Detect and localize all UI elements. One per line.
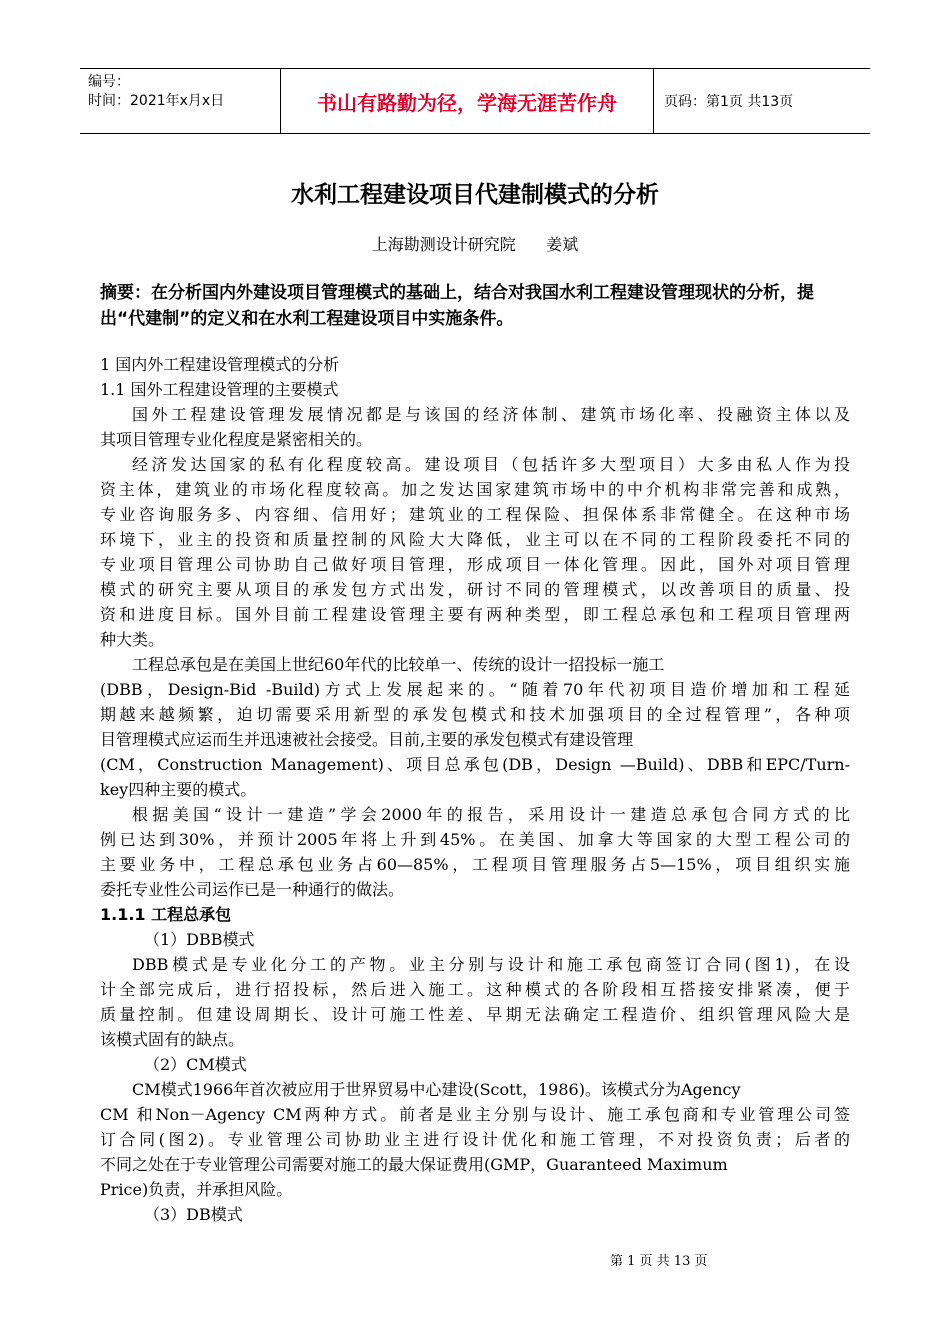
- body-line: 质量控制。但建设周期长、设计可施工性差、早期无法确定工程造价、组织管理风险大是: [100, 1005, 850, 1024]
- body-line: CM 和Non－Agency CM两种方式。前者是业主分别与设计、施工承包商和专业管理公司签: [100, 1105, 850, 1124]
- body-text: [100, 352, 850, 1227]
- body-line: 种大类。: [100, 630, 165, 649]
- body-line: 根据美国“设计一建造”学会2000年的报告，采用设计一建造总承包合同方式的比: [132, 805, 850, 824]
- number-label: 编号：: [88, 74, 130, 90]
- body-line: Price)负责，并承担风险。: [100, 1180, 293, 1199]
- header-page-cell: [654, 69, 870, 133]
- body-line: 专业项目管理公司协助自己做好项目管理，形成项目一体化管理。因此，国外对项目管理: [100, 555, 850, 574]
- body-line: 期越来越频繁，迫切需要采用新型的承发包模式和技术加强项目的全过程管理”，各种项: [100, 705, 850, 724]
- item-heading-cm: （2）CM模式: [144, 1055, 247, 1074]
- section-heading: 1 国内外工程建设管理模式的分析: [100, 355, 340, 374]
- subsection-heading: 1.1 国外工程建设管理的主要模式: [100, 380, 339, 399]
- header-table: [80, 68, 870, 134]
- body-line: 主要业务中，工程总承包业务占60—85%，工程项目管理服务占5—15%，项目组织实施: [100, 855, 850, 874]
- body-line: DBB模式是专业化分工的产物。业主分别与设计和施工承包商签订合同(图1)，在设: [132, 955, 850, 974]
- document-author: 上海勘测设计研究院 姜斌: [371, 235, 579, 254]
- page-footer: 第 1 页 共 13 页: [610, 1254, 708, 1269]
- header-left-cell: [80, 69, 280, 133]
- item-heading-db: （3）DB模式: [144, 1205, 243, 1224]
- body-line: 专业咨询服务多、内容细、信用好；建筑业的工程保险、担保体系非常健全。在这种市场: [100, 505, 850, 524]
- body-line: 计全部完成后，进行招投标，然后进入施工。这种模式的各阶段相互搭接安排紧凑，便于: [100, 980, 850, 999]
- body-line: 环境下，业主的投资和质量控制的风险大大降低，业主可以在不同的工程阶段委托不同的: [100, 530, 850, 549]
- document-title: 水利工程建设项目代建制模式的分析: [291, 182, 659, 208]
- body-line: 该模式固有的缺点。: [100, 1030, 245, 1049]
- body-line: 国外工程建设管理发展情况都是与该国的经济体制、建筑市场化率、投融资主体以及: [132, 405, 850, 424]
- subsubsection-heading: 1.1.1 工程总承包: [100, 905, 232, 924]
- body-line: key四种主要的模式。: [100, 780, 257, 799]
- motto-text: 书山有路勤为径，学海无涯苦作舟: [317, 90, 617, 115]
- body-line: 工程总承包是在美国上世纪60年代的比较单一、传统的设计一招投标一施工: [132, 655, 665, 674]
- body-line: 目管理模式应运而生并迅速被社会接受。目前,主要的承发包模式有建设管理: [100, 730, 634, 749]
- body-line: 委托专业性公司运作已是一种通行的做法。: [100, 880, 405, 899]
- body-line: 例已达到30%，并预计2005年将上升到45%。在美国、加拿大等国家的大型工程公司的: [100, 830, 850, 849]
- body-line: 模式的研究主要从项目的承发包方式出发，研讨不同的管理模式，以改善项目的质量、投: [100, 580, 850, 599]
- abstract: 摘要：在分析国内外建设项目管理模式的基础上，结合对我国水利工程建设管理现状的分析，提出“代建制”的定义和在水利工程建设项目中实施条件。: [100, 283, 814, 329]
- body-line: 经济发达国家的私有化程度较高。建设项目（包括许多大型项目）大多由私人作为投: [132, 455, 850, 474]
- body-line: 资和进度目标。国外目前工程建设管理主要有两种类型，即工程总承包和工程项目管理两: [100, 605, 850, 624]
- body-line: 订合同(图2)。专业管理公司协助业主进行设计优化和施工管理，不对投资负责；后者的: [100, 1130, 850, 1149]
- body-line: 其项目管理专业化程度是紧密相关的。: [100, 430, 373, 449]
- time-label: 时间：2021年x月x日: [88, 93, 225, 109]
- body-line: 不同之处在于专业管理公司需要对施工的最大保证费用(GMP，Guaranteed Maximum: [100, 1155, 728, 1174]
- header-motto-cell: [280, 69, 654, 133]
- body-line: (DBB，Design-Bid -Build)方式上发展起来的。“随着70年代初项目造价增加和工程延: [100, 680, 850, 699]
- body-line: (CM，Construction Management)、项目总承包(DB，Design —Build)、DBB和EPC/Turn-: [100, 755, 850, 774]
- body-line: 资主体，建筑业的市场化程度较高。加之发达国家建筑市场中的中介机构非常完善和成熟，: [100, 480, 850, 499]
- item-heading-dbb: （1）DBB模式: [144, 930, 255, 949]
- page-code: 页码：第1页 共13页: [664, 94, 794, 110]
- body-line: CM模式1966年首次被应用于世界贸易中心建设(Scott，1986)。该模式分为Agency: [132, 1080, 741, 1099]
